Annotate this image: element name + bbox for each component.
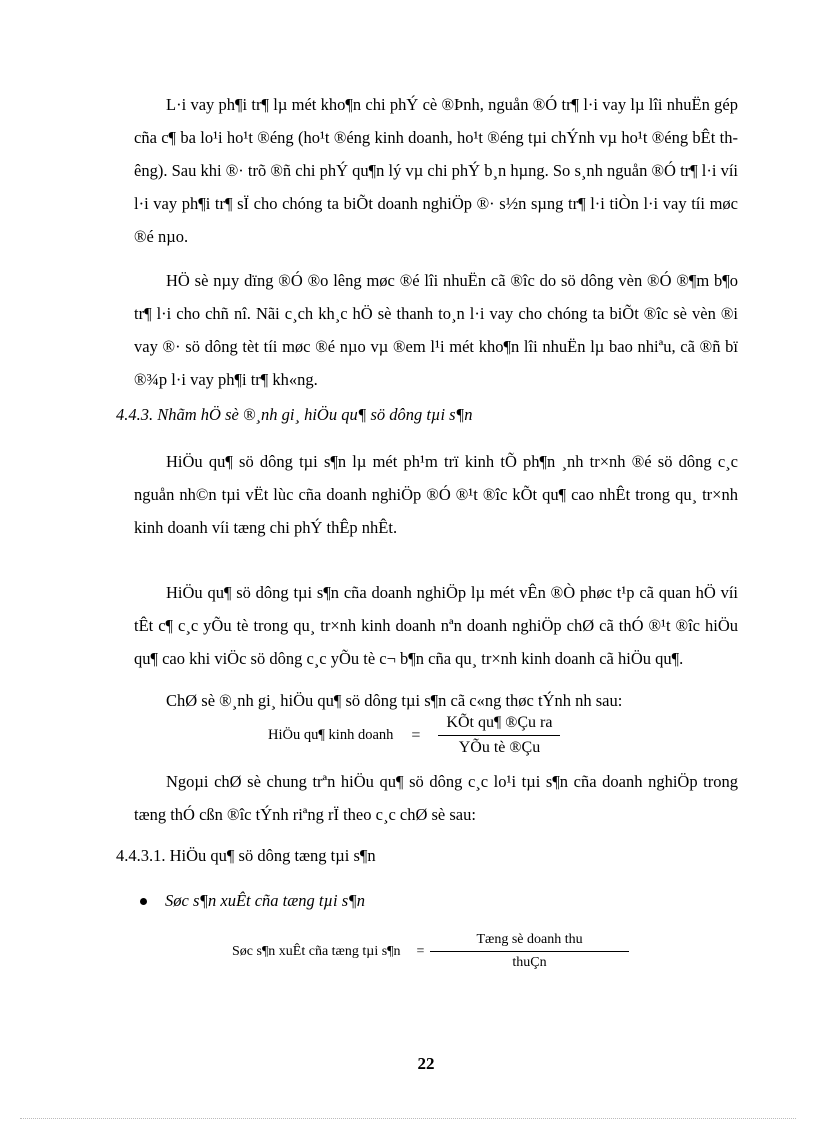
fraction-denominator: YÕu tè ®Çu: [458, 739, 541, 756]
bullet-dot-icon: [140, 898, 147, 905]
page-number: 22: [417, 1054, 435, 1073]
equals-sign: =: [416, 943, 425, 959]
footer-divider: [20, 1118, 796, 1119]
paragraph-asset-efficiency-definition: HiÖu qu¶ sö dông tµi s¶n lµ mét ph¹m trï kinh tÕ ph¶n ¸nh tr×nh ®é sö dông c¸c nguån nh©n tµi vËt lùc cña doanh nghiÖp ®Ó ®¹t ®îc kÕt qu¶ cao nhÊt trong qu¸ tr×nh kinh doanh víi tæng chi phÝ thÊp nhÊt.: [134, 452, 738, 537]
formula-label: HiÖu qu¶ kinh doanh: [268, 727, 394, 743]
equals-sign: =: [411, 726, 421, 744]
paragraph-formula-intro: ChØ sè ®¸nh gi¸ hiÖu qu¶ sö dông tµi s¶n cã c«ng thøc tÝnh nh sau:: [166, 691, 623, 710]
fraction: [430, 932, 628, 971]
paragraph-interest-expense: L·i vay ph¶i tr¶ lµ mét kho¶n chi phÝ cè ®Þnh, nguån ®Ó tr¶ l·i vay lµ lîi nhuËn gép cña c¶ ba lo¹i ho¹t ®éng (ho¹t ®éng kinh doanh, ho¹t ®éng tµi chÝnh vµ ho¹t ®éng bÊt thêng). Sau khi ®· trõ ®ñ chi phÝ qu¶n lý vµ chi phÝ b¸n hµng. So s¸nh nguån ®Ó tr¶ l·i víi l·i vay ph¶i tr¶ sÏ cho chóng ta biÕt doanh nghiÖp ®· s½n sµng tr¶ l·i tiÒn l·i vay tíi møc ®é nµo.: [134, 95, 738, 246]
fraction: [438, 714, 560, 757]
fraction-numerator: Tæng sè doanh thu: [430, 932, 628, 952]
formula-business-efficiency: [268, 714, 560, 757]
formula-label: Søc s¶n xuÊt cña tæng tµi s¶n: [232, 943, 401, 959]
formula-asset-productivity: [232, 932, 629, 971]
section-heading-asset-efficiency: 4.4.3. Nhãm hÖ sè ®¸nh gi¸ hiÖu qu¶ sö dông tµi s¶n: [116, 405, 473, 424]
fraction-denominator: thuÇn: [512, 955, 547, 970]
subsection-heading-total-assets: 4.4.3.1. HiÖu qu¶ sö dông tæng tµi s¶n: [116, 846, 376, 865]
paragraph-asset-efficiency-complexity: HiÖu qu¶ sö dông tµi s¶n cña doanh nghiÖp lµ mét vÊn ®Ò phøc t¹p cã quan hÖ víi tÊt c¶ c¸c yÕu tè trong qu¸ tr×nh kinh doanh nªn doanh nghiÖp chØ cã thÓ ®¹t ®îc hiÖu qu¶ cao khi viÖc sö dông c¸c yÕu tè c¬ b¶n cña qu¸ tr×nh kinh doanh cã hiÖu qu¶.: [134, 583, 738, 668]
paragraph-coverage-ratio: HÖ sè nµy dïng ®Ó ®o lêng møc ®é lîi nhuËn cã ®îc do sö dông vèn ®Ó ®¶m b¶o tr¶ l·i cho chñ nî. Nãi c¸ch kh¸c hÖ sè thanh to¸n l·i vay cho chóng ta biÕt ®îc sè vèn ®i vay ®· sö dông tèt tíi møc ®é nµo vµ ®em l¹i mét kho¶n lîi nhuËn lµ bao nhiªu, cã ®ñ bï ®¾p l·i vay ph¶i tr¶ kh«ng.: [134, 271, 738, 389]
fraction-numerator: KÕt qu¶ ®Çu ra: [438, 714, 560, 736]
paragraph-other-ratios: Ngoµi chØ sè chung trªn hiÖu qu¶ sö dông c¸c lo¹i tµi s¶n cña doanh nghiÖp trong tæng thÓ cßn ®îc tÝnh riªng rÏ theo c¸c chØ sè sau:: [134, 772, 738, 824]
bullet-label: Søc s¶n xuÊt cña tæng tµi s¶n: [165, 891, 365, 910]
bullet-item-asset-productivity: [140, 891, 365, 911]
